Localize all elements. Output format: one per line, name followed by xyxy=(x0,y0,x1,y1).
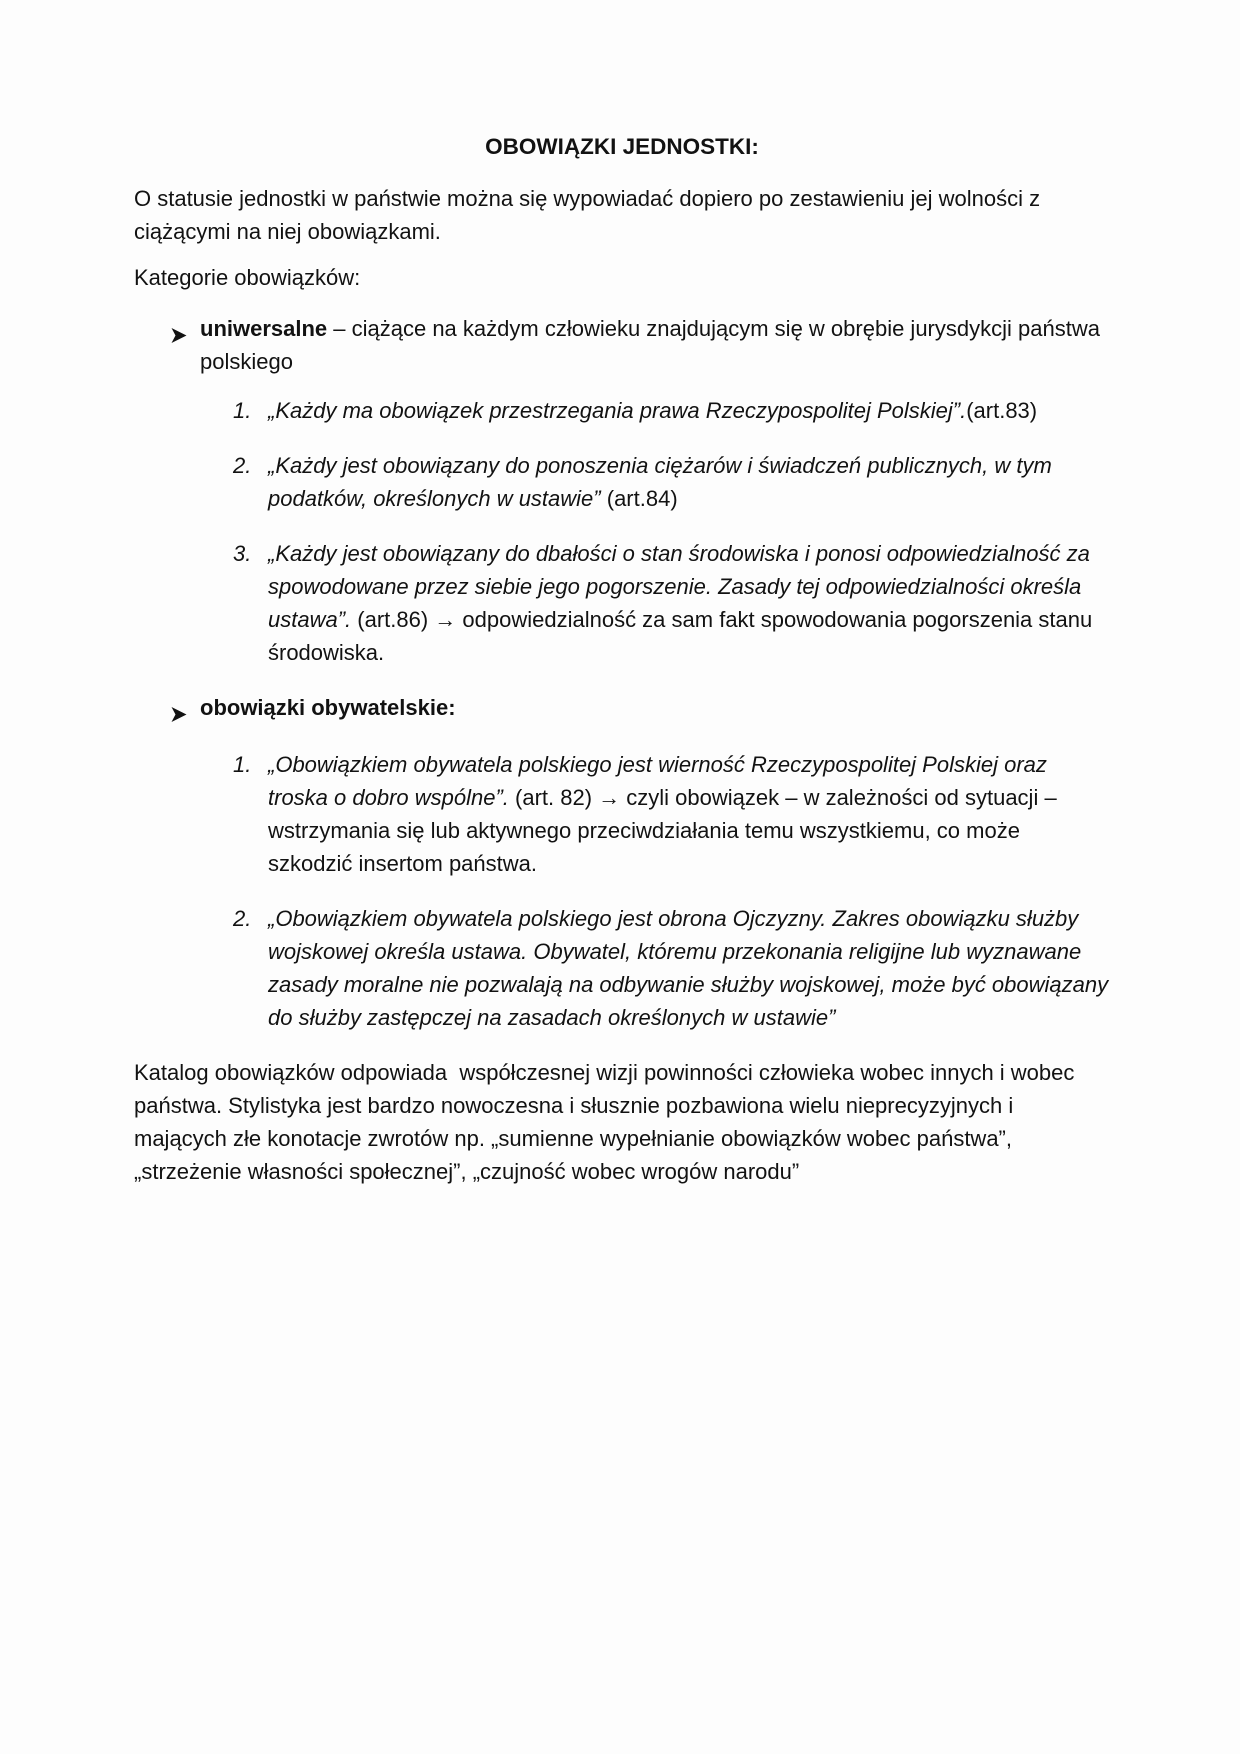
closing-paragraph: Katalog obowiązków odpowiada współczesnej wizji powinności człowieka wobec innych i wobec państwa. Stylistyka jest bardzo nowoczesna i słusznie pozbawiona wielu nieprecyzyjnych i mających złe konotacje zwrotów np. „sumienne wypełnianie obowiązków wobec państwa”, „strzeżenie własności społecznej”, „czujność wobec wrogów narodu” xyxy=(134,1060,1081,1184)
section-uniwersalne xyxy=(134,312,1110,669)
section-obywatelskie-header xyxy=(170,691,1110,732)
section-label xyxy=(200,312,1110,378)
list-item-text xyxy=(268,394,1110,427)
section-label-rest: – ciążące na każdym człowieku znajdującym się w obrębie jurysdykcji państwa polskiego xyxy=(200,316,1100,374)
section-label-bold: uniwersalne xyxy=(200,316,328,341)
list-item xyxy=(233,748,1110,880)
article-reference: (art.84) xyxy=(600,486,678,511)
document-title: OBOWIĄZKI JEDNOSTKI: xyxy=(485,134,759,159)
numbered-list-obywatelskie xyxy=(233,748,1110,1034)
quotation-text: „Obowiązkiem obywatela polskiego jest obrona Ojczyzny. Zakres obowiązku służby wojskowej określa ustawa. Obywatel, któremu przekonania religijne lub wyznawane zasady moralne nie pozwalają na odbywanie służby wojskowej, może być obowiązany do służby zastępczej na zasadach określonych w ustawie” xyxy=(268,906,1109,1030)
list-item-number: 1. xyxy=(233,398,252,423)
section-obywatelskie xyxy=(134,691,1110,1034)
bullet-arrow-icon xyxy=(170,691,200,732)
list-item-number: 2. xyxy=(233,453,252,478)
list-item-number: 2. xyxy=(233,906,252,931)
section-label xyxy=(200,691,1110,732)
quotation-text: „Obowiązkiem obywatela polskiego jest wierność Rzeczypospolitej Polskiej oraz troska o dobro wspólne”. xyxy=(268,752,1047,810)
bullet-arrow-icon xyxy=(170,312,200,378)
list-item xyxy=(233,902,1110,1034)
numbered-list-uniwersalne xyxy=(233,394,1110,669)
list-item-text xyxy=(268,748,1110,880)
list-item-text xyxy=(268,902,1110,1034)
article-reference: (art.83) xyxy=(966,398,1038,423)
section-label-bold: obowiązki obywatelskie: xyxy=(200,695,456,720)
list-item-number: 1. xyxy=(233,752,252,777)
quotation-text: „Każdy jest obowiązany do dbałości o stan środowiska i ponosi odpowiedzialność za spowodowane przez siebie jego pogorszenie. Zasady tej odpowiedzialności określa ustawa”. xyxy=(268,541,1090,632)
intro-paragraph: O statusie jednostki w państwie można się wypowiadać dopiero po zestawieniu jej wolności z ciążącymi na niej obowiązkami. xyxy=(134,186,1047,244)
list-item xyxy=(233,537,1110,669)
list-item-number: 3. xyxy=(233,541,252,566)
list-item-text xyxy=(268,537,1110,669)
list-item-text xyxy=(268,449,1110,515)
quotation-text: „Każdy ma obowiązek przestrzegania prawa Rzeczypospolitej Polskiej”. xyxy=(268,398,967,423)
list-item xyxy=(233,394,1110,427)
quotation-text: „Każdy jest obowiązany do ponoszenia ciężarów i świadczeń publicznych, w tym podatków, określonych w ustawie” xyxy=(268,453,1052,511)
categories-heading: Kategorie obowiązków: xyxy=(134,265,361,290)
list-item xyxy=(233,449,1110,515)
article-reference: (art.86) → odpowiedzialność za sam fakt spowodowania pogorszenia stanu środowiska. xyxy=(268,607,1093,665)
article-reference: (art. 82) → czyli obowiązek – w zależności od sytuacji – wstrzymania się lub aktywnego przeciwdziałania temu wszystkiemu, co może szkodzić insertom państwa. xyxy=(268,785,1057,876)
section-uniwersalne-header xyxy=(170,312,1110,378)
